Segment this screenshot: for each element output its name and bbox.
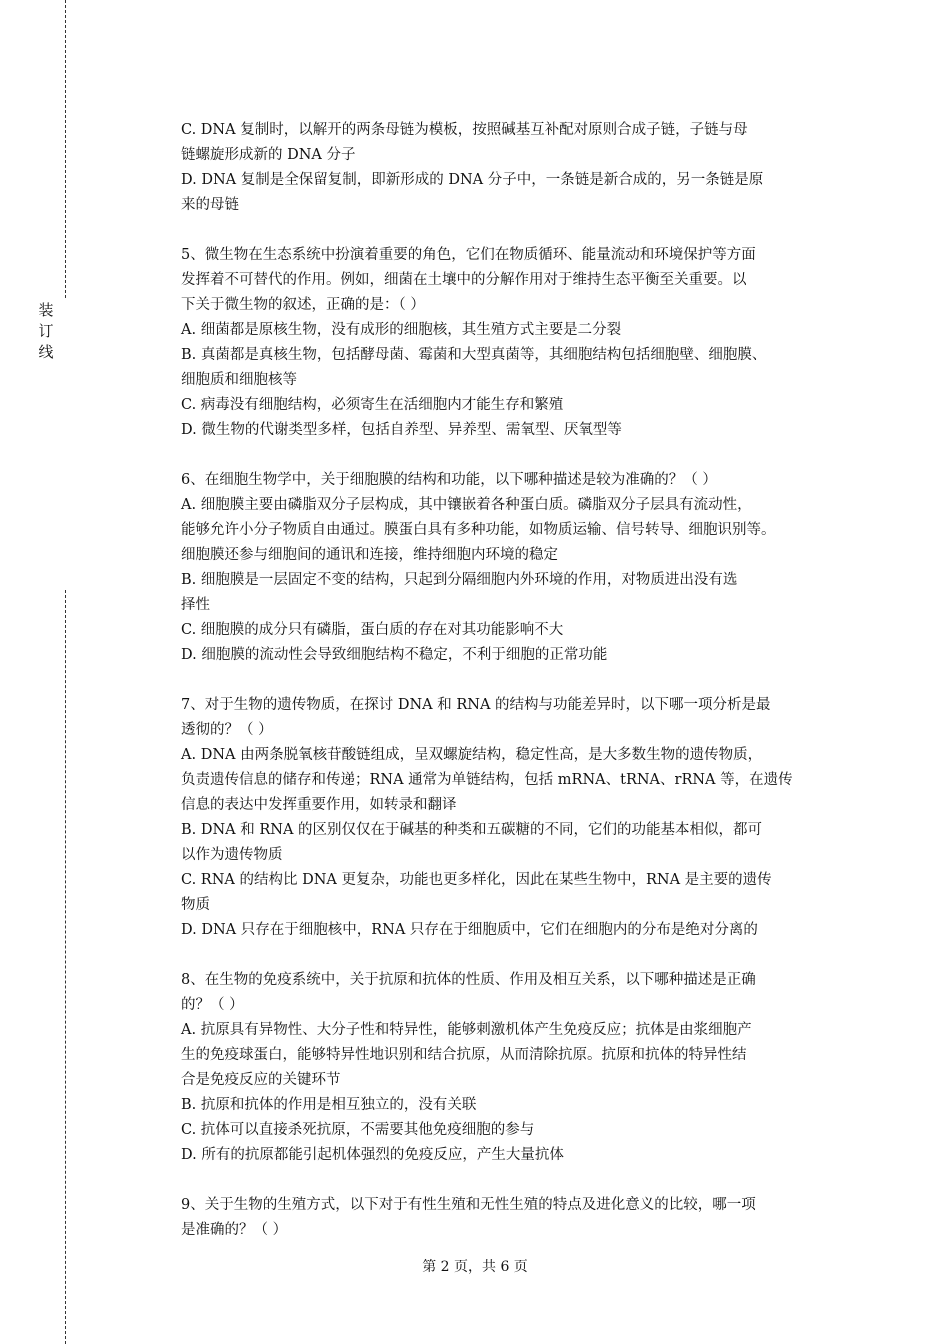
option-line: 择性 xyxy=(181,597,210,613)
option-line: D. DNA 只存在于细胞核中，RNA 只存在于细胞质中，它们在细胞内的分布是绝对分离的 xyxy=(181,922,758,938)
option-line: 合是免疫反应的关键环节 xyxy=(181,1072,341,1088)
option-line: 负责遗传信息的储存和传递；RNA 通常为单链结构，包括 mRNA、tRNA、rRNA 等，在遗传 xyxy=(181,772,793,788)
option-line: 能够允许小分子物质自由通过。膜蛋白具有多种功能，如物质运输、信号转导、细胞识别等。 xyxy=(181,522,776,538)
option-line: 生的免疫球蛋白，能够特异性地识别和结合抗原，从而清除抗原。抗原和抗体的特异性结 xyxy=(181,1047,747,1063)
option-line: 物质 xyxy=(181,897,210,913)
document-body xyxy=(181,118,851,1243)
binding-char: 订 xyxy=(38,322,54,340)
question-5 xyxy=(181,243,851,443)
question-stem-line: 5、微生物在生态系统中扮演着重要的角色，它们在物质循环、能量流动和环境保护等方面 xyxy=(181,247,756,263)
option-line: 链螺旋形成新的 DNA 分子 xyxy=(181,147,356,163)
question-stem-line: 6、在细胞生物学中，关于细胞膜的结构和功能，以下哪种描述是较为准确的？（ ） xyxy=(181,472,717,488)
option-line: A. DNA 由两条脱氧核苷酸链组成，呈双螺旋结构，稳定性高，是大多数生物的遗传物质， xyxy=(181,747,763,763)
option-line: A. 抗原具有异物性、大分子性和特异性，能够刺激机体产生免疫反应；抗体是由浆细胞产 xyxy=(181,1022,752,1038)
option-line: B. 真菌都是真核生物，包括酵母菌、霉菌和大型真菌等，其细胞结构包括细胞壁、细胞膜、 xyxy=(181,347,767,363)
option-line: 来的母链 xyxy=(181,197,239,213)
option-line: D. 所有的抗原都能引起机体强烈的免疫反应，产生大量抗体 xyxy=(181,1147,564,1163)
question-9 xyxy=(181,1193,851,1243)
option-line: C. 抗体可以直接杀死抗原，不需要其他免疫细胞的参与 xyxy=(181,1122,535,1138)
page-number: 第 2 页，共 6 页 xyxy=(422,1259,528,1275)
question-8 xyxy=(181,968,851,1168)
binding-label xyxy=(36,300,56,363)
option-line: D. 细胞膜的流动性会导致细胞结构不稳定，不利于细胞的正常功能 xyxy=(181,647,608,663)
binding-char: 线 xyxy=(38,343,54,361)
option-line: C. 细胞膜的成分只有磷脂，蛋白质的存在对其功能影响不大 xyxy=(181,622,564,638)
question-7 xyxy=(181,693,851,943)
question-stem-line: 8、在生物的免疫系统中，关于抗原和抗体的性质、作用及相互关系，以下哪种描述是正确 xyxy=(181,972,756,988)
option-line: A. 细菌都是原核生物，没有成形的细胞核，其生殖方式主要是二分裂 xyxy=(181,322,622,338)
question-stem-line: 透彻的？（ ） xyxy=(181,722,273,738)
option-line: C. 病毒没有细胞结构，必须寄生在活细胞内才能生存和繁殖 xyxy=(181,397,564,413)
question-6 xyxy=(181,468,851,668)
option-line: C. DNA 复制时，以解开的两条母链为模板，按照碱基互补配对原则合成子链，子链与母 xyxy=(181,122,748,138)
binding-line-top xyxy=(65,0,66,298)
option-line: 细胞膜还参与细胞间的通讯和连接，维持细胞内环境的稳定 xyxy=(181,547,558,563)
question-stem-line: 是准确的？（ ） xyxy=(181,1222,288,1238)
option-line: B. DNA 和 RNA 的区别仅仅在于碱基的种类和五碳糖的不同，它们的功能基本相似，都可 xyxy=(181,822,763,838)
question-stem-line: 7、对于生物的遗传物质，在探讨 DNA 和 RNA 的结构与功能差异时，以下哪一项分析是最 xyxy=(181,697,771,713)
question-stem-line: 发挥着不可替代的作用。例如，细菌在土壤中的分解作用对于维持生态平衡至关重要。以 xyxy=(181,272,747,288)
option-line: 细胞质和细胞核等 xyxy=(181,372,297,388)
option-line: B. 抗原和抗体的作用是相互独立的，没有关联 xyxy=(181,1097,477,1113)
option-line: D. 微生物的代谢类型多样，包括自养型、异养型、需氧型、厌氧型等 xyxy=(181,422,622,438)
option-line: 信息的表达中发挥重要作用，如转录和翻译 xyxy=(181,797,457,813)
option-line: D. DNA 复制是全保留复制，即新形成的 DNA 分子中，一条链是新合成的，另一条链是原 xyxy=(181,172,764,188)
question-stem-line: 下关于微生物的叙述，正确的是：（ ） xyxy=(181,297,425,313)
question-stem-line: 的？（ ） xyxy=(181,997,244,1013)
option-line: B. 细胞膜是一层固定不变的结构，只起到分隔细胞内外环境的作用，对物质进出没有选 xyxy=(181,572,738,588)
binding-line-bottom xyxy=(65,590,66,1344)
option-line: 以作为遗传物质 xyxy=(181,847,283,863)
binding-char: 装 xyxy=(38,301,54,319)
option-line: A. 细胞膜主要由磷脂双分子层构成，其中镶嵌着各种蛋白质。磷脂双分子层具有流动性， xyxy=(181,497,752,513)
option-line: C. RNA 的结构比 DNA 更复杂，功能也更多样化，因此在某些生物中，RNA 是主要的遗传 xyxy=(181,872,772,888)
question-stem-line: 9、关于生物的生殖方式，以下对于有性生殖和无性生殖的特点及进化意义的比较，哪一项 xyxy=(181,1197,756,1213)
question-4-options xyxy=(181,118,851,218)
